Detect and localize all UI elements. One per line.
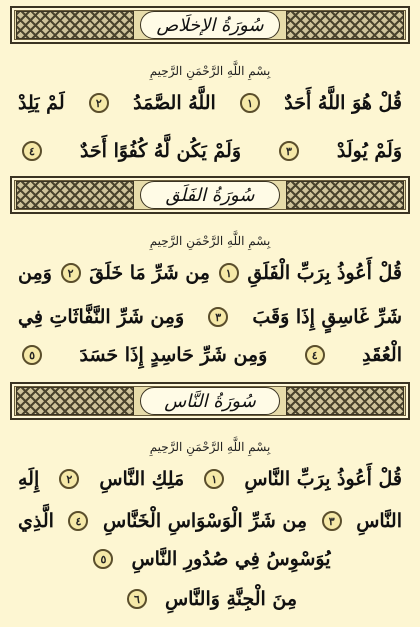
verse-text: لَمْ يَلِدْ bbox=[18, 92, 65, 114]
verse-text: شَرِّ غَاسِقٍ إِذَا وَقَبَ bbox=[252, 306, 402, 328]
ayah-marker: ٤ bbox=[68, 511, 88, 531]
verse-text: قُلْ أَعُوذُ بِرَبِّ النَّاسِ bbox=[244, 468, 402, 490]
verse-text: مِن شَرِّ مَا خَلَقَ bbox=[89, 262, 210, 284]
verse-text: النَّاسِ bbox=[356, 510, 402, 532]
ayah-marker: ١ bbox=[219, 263, 239, 283]
ayah-marker: ٥ bbox=[22, 345, 42, 365]
surah-header-ikhlas bbox=[10, 6, 410, 44]
verse-text: اللَّهُ الصَّمَدُ bbox=[133, 92, 216, 114]
ornament-right bbox=[286, 11, 404, 39]
verse-text: وَمِن شَرِّ النَّفَّاثَاتِ فِي bbox=[18, 306, 185, 328]
verse-text: وَلَمْ يُولَدْ bbox=[336, 140, 402, 162]
ayah-marker: ٣ bbox=[279, 141, 299, 161]
ornament-right bbox=[286, 387, 404, 415]
verse-text: الْعُقَدِ bbox=[362, 344, 402, 366]
ornament-right bbox=[286, 181, 404, 209]
surah-header-falaq bbox=[10, 176, 410, 214]
verse-line bbox=[18, 506, 402, 536]
verse-text: مَلِكِ النَّاسِ bbox=[99, 468, 185, 490]
surah-title: سُورَةُ النَّاس bbox=[140, 387, 280, 415]
basmala: بِسْمِ اللَّهِ الرَّحْمَنِ الرَّحِيمِ bbox=[149, 440, 271, 454]
surah-title: سُورَةُ الفَلَق bbox=[140, 181, 280, 209]
verse-text: وَلَمْ يَكُن لَّهُ كُفُوًا أَحَدٌ bbox=[79, 140, 241, 162]
ayah-marker: ٥ bbox=[93, 549, 113, 569]
verse-text: وَمِن شَرِّ حَاسِدٍ إِذَا حَسَدَ bbox=[79, 344, 268, 366]
ornament-left bbox=[16, 387, 134, 415]
ayah-marker: ١ bbox=[204, 469, 224, 489]
ayah-marker: ٤ bbox=[22, 141, 42, 161]
ornament-left bbox=[16, 11, 134, 39]
ayah-marker: ٤ bbox=[305, 345, 325, 365]
basmala: بِسْمِ اللَّهِ الرَّحْمَنِ الرَّحِيمِ bbox=[149, 234, 271, 248]
verse-text: يُوَسْوِسُ فِي صُدُورِ النَّاسِ bbox=[131, 548, 331, 570]
verse-line bbox=[18, 544, 402, 574]
verse-text: قُلْ أَعُوذُ بِرَبِّ الْفَلَقِ bbox=[247, 262, 402, 284]
ayah-marker: ٢ bbox=[61, 263, 81, 283]
verse-line bbox=[18, 258, 402, 288]
ayah-marker: ٣ bbox=[208, 307, 228, 327]
verse-text: وَمِن bbox=[18, 262, 52, 284]
ayah-marker: ١ bbox=[240, 93, 260, 113]
ayah-marker: ٦ bbox=[127, 589, 147, 609]
surah-header-nas bbox=[10, 382, 410, 420]
verse-text: الَّذِي bbox=[18, 510, 54, 532]
verse-text: مِن شَرِّ الْوَسْوَاسِ الْخَنَّاسِ bbox=[103, 510, 308, 532]
ornament-left bbox=[16, 181, 134, 209]
verse-line bbox=[18, 584, 402, 614]
verse-line bbox=[18, 302, 402, 332]
verse-line bbox=[18, 464, 402, 494]
verse-line bbox=[18, 340, 402, 370]
verse-text: إِلَهِ bbox=[18, 468, 40, 490]
verse-line bbox=[18, 136, 402, 166]
verse-line bbox=[18, 88, 402, 118]
verse-text: قُلْ هُوَ اللَّهُ أَحَدٌ bbox=[284, 92, 402, 114]
ayah-marker: ٢ bbox=[59, 469, 79, 489]
ayah-marker: ٣ bbox=[322, 511, 342, 531]
basmala: بِسْمِ اللَّهِ الرَّحْمَنِ الرَّحِيمِ bbox=[149, 64, 271, 78]
verse-text: مِنَ الْجِنَّةِ وَالنَّاسِ bbox=[164, 588, 298, 610]
surah-title: سُورَةُ الإخلَاص bbox=[140, 11, 280, 39]
ayah-marker: ٢ bbox=[89, 93, 109, 113]
